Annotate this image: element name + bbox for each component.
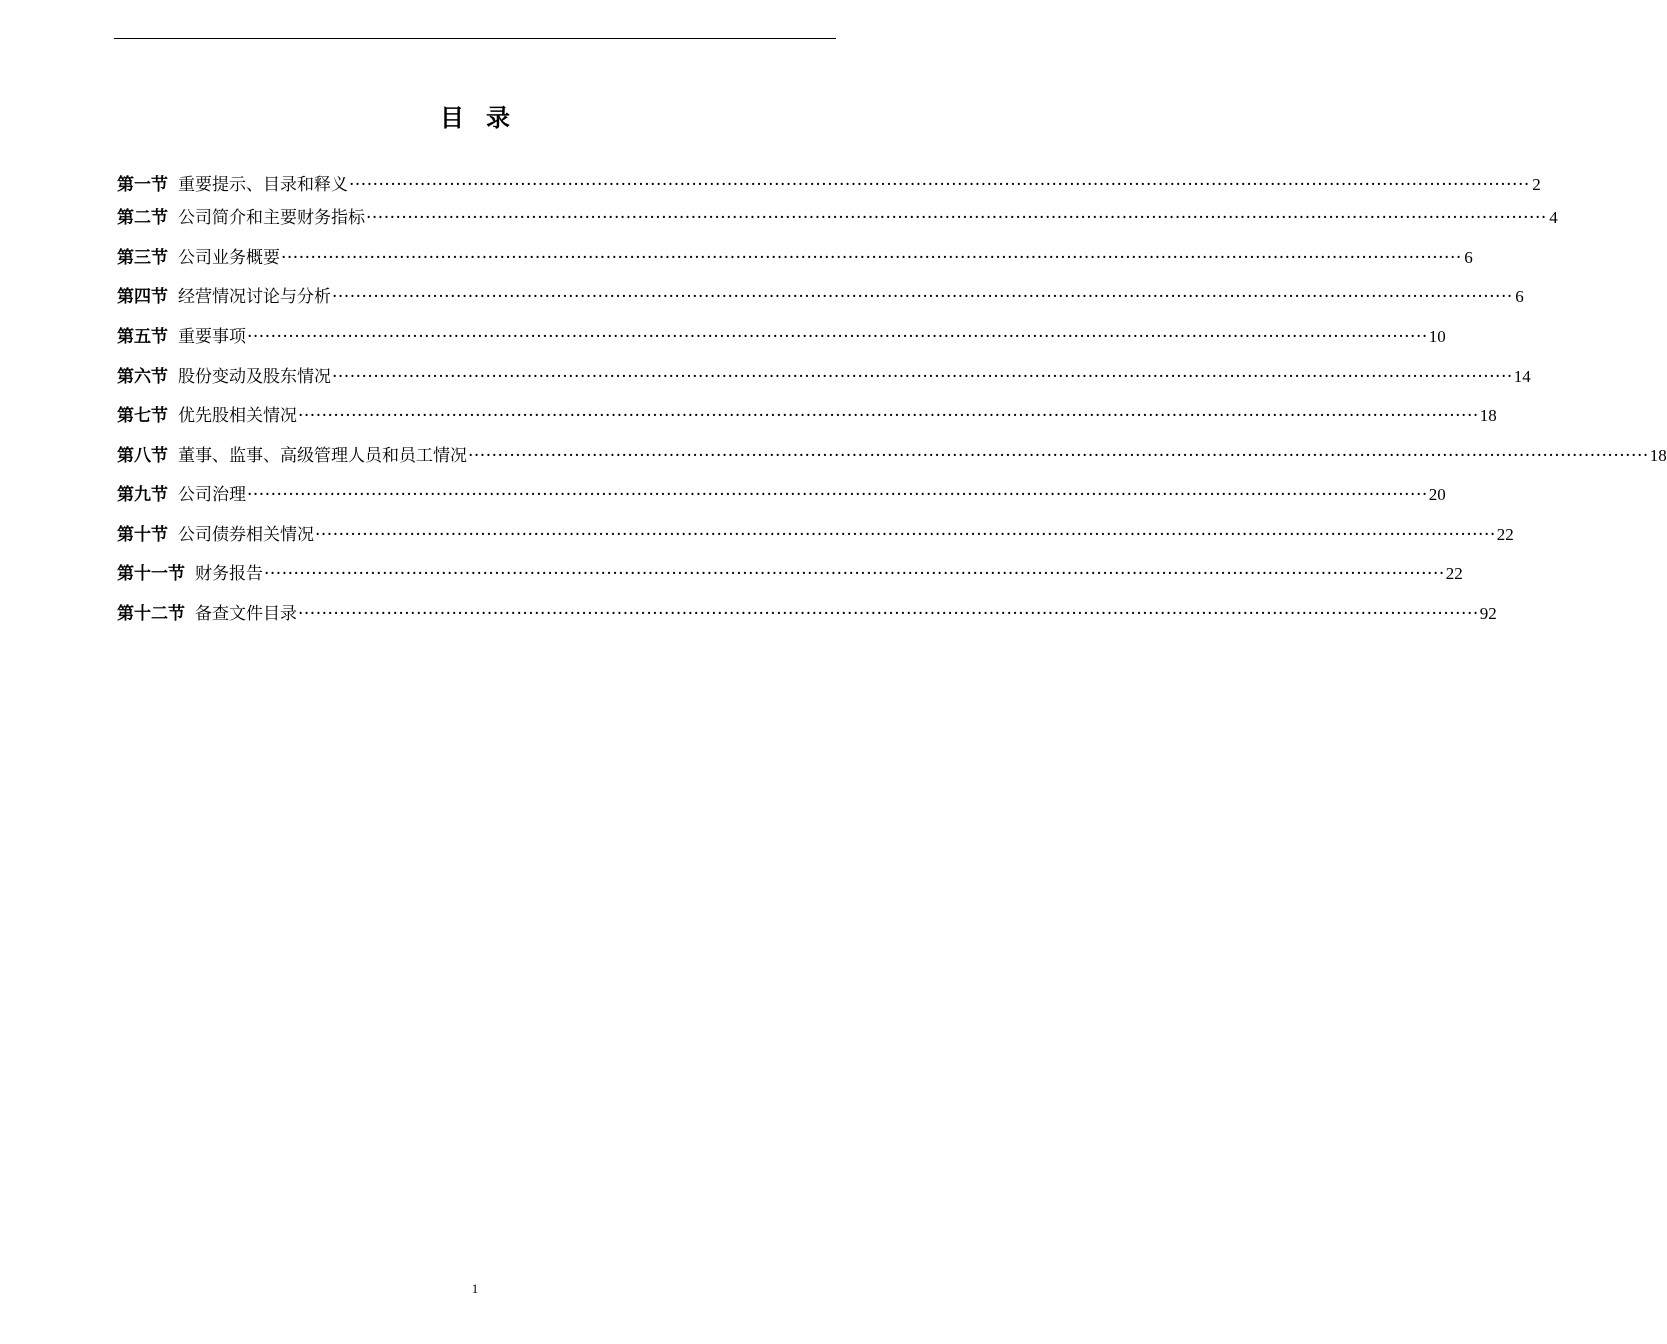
toc-entry[interactable] (117, 322, 1446, 352)
toc-section-title: 重要事项 (178, 327, 246, 347)
toc-section-title: 董事、监事、高级管理人员和员工情况 (178, 446, 467, 466)
toc-section-number: 第十二节 (117, 604, 185, 624)
toc-section-title: 优先股相关情况 (178, 406, 297, 426)
toc-section-number: 第一节 (117, 175, 168, 195)
toc-section-number: 第十一节 (117, 564, 185, 584)
toc-entry[interactable] (117, 362, 1531, 392)
toc-entry[interactable] (117, 480, 1446, 510)
toc-section-title: 重要提示、目录和释义 (178, 175, 348, 195)
toc-section-title: 公司治理 (178, 485, 246, 505)
toc-entry[interactable] (117, 559, 1463, 589)
toc-section-title: 股份变动及股东情况 (178, 367, 331, 387)
toc-dot-leader: ········································································································································································································ (349, 175, 1530, 195)
toc-section-title: 财务报告 (195, 564, 263, 584)
toc-entry[interactable] (117, 203, 1558, 233)
toc-page-number: 20 (1428, 485, 1446, 504)
toc-page-number: 14 (1513, 367, 1531, 386)
toc-page-number: 22 (1445, 564, 1463, 583)
toc-page-number: 4 (1549, 208, 1558, 227)
toc-dot-leader: ········································································································································································································ (247, 485, 1428, 505)
toc-page-number: 6 (1464, 248, 1473, 267)
toc-entry[interactable] (117, 599, 1497, 629)
toc-entry[interactable] (117, 243, 1473, 273)
toc-section-number: 第七节 (117, 406, 168, 426)
toc-section-number: 第八节 (117, 446, 168, 466)
toc-section-title: 公司债券相关情况 (178, 525, 314, 545)
toc-section-number: 第十节 (117, 525, 168, 545)
toc-page-number: 10 (1428, 327, 1446, 346)
toc-page-number: 18 (1479, 406, 1497, 425)
toc-dot-leader: ········································································································································································································ (468, 446, 1649, 466)
toc-dot-leader: ········································································································································································································ (366, 208, 1547, 228)
toc-entry[interactable] (117, 401, 1497, 431)
toc-page-number: 6 (1515, 287, 1524, 306)
toc-dot-leader: ········································································································································································································ (298, 604, 1479, 624)
toc-section-number: 第四节 (117, 287, 168, 307)
toc-title: 目录 (440, 104, 532, 132)
header-rule (114, 38, 836, 39)
toc-page-number: 92 (1479, 604, 1497, 623)
toc-section-title: 经营情况讨论与分析 (178, 287, 331, 307)
toc-section-number: 第二节 (117, 208, 168, 228)
page-number: 1 (471, 1281, 479, 1296)
toc-page-number: 18 (1649, 446, 1667, 465)
toc-dot-leader: ········································································································································································································ (315, 525, 1496, 545)
toc-dot-leader: ········································································································································································································ (298, 406, 1479, 426)
toc-section-number: 第三节 (117, 248, 168, 268)
toc-dot-leader: ········································································································································································································ (332, 287, 1513, 307)
toc-dot-leader: ········································································································································································································ (247, 327, 1428, 347)
toc-dot-leader: ········································································································································································································ (281, 248, 1462, 268)
toc-section-title: 公司业务概要 (178, 248, 280, 268)
toc-section-title: 备查文件目录 (195, 604, 297, 624)
toc-section-number: 第五节 (117, 327, 168, 347)
toc-dot-leader: ········································································································································································································ (332, 367, 1513, 387)
toc-section-number: 第九节 (117, 485, 168, 505)
toc-page-number: 2 (1532, 175, 1541, 194)
toc-entry[interactable] (117, 170, 1541, 200)
toc-dot-leader: ········································································································································································································ (264, 564, 1445, 584)
toc-section-number: 第六节 (117, 367, 168, 387)
toc-section-title: 公司简介和主要财务指标 (178, 208, 365, 228)
toc-entry[interactable] (117, 520, 1514, 550)
toc-page-number: 22 (1496, 525, 1514, 544)
toc-entry[interactable] (117, 282, 1524, 312)
toc-entry[interactable] (117, 441, 1667, 471)
